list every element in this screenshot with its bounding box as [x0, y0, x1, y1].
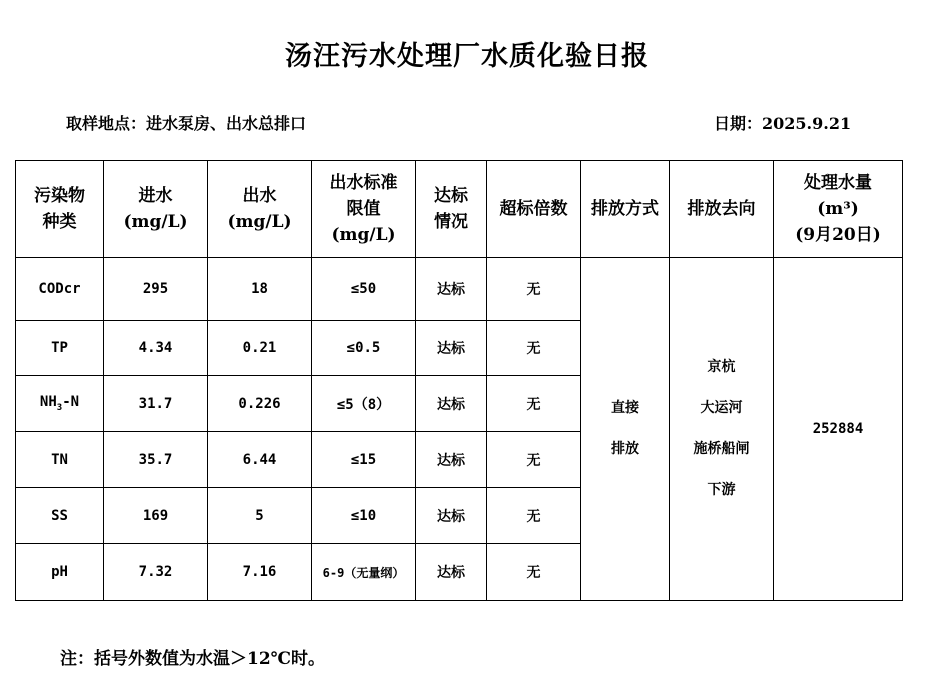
- influent-cell: 7.32: [104, 544, 208, 601]
- volume-cell: 252884: [774, 258, 903, 601]
- footnote: 注：括号外数值为水温＞12℃时。: [60, 649, 326, 669]
- pollutant-cell: pH: [16, 544, 104, 601]
- limit-cell: ≤50: [312, 258, 416, 321]
- header-discharge-destination: 排放去向: [670, 161, 774, 258]
- exceed-cell: 无: [487, 321, 581, 376]
- compliance-cell: 达标: [416, 488, 487, 544]
- pollutant-cell: SS: [16, 488, 104, 544]
- header-effluent: 出水 (mg/L): [208, 161, 312, 258]
- header-compliance: 达标 情况: [416, 161, 487, 258]
- header-influent: 进水 (mg/L): [104, 161, 208, 258]
- influent-cell: 295: [104, 258, 208, 321]
- pollutant-cell: CODcr: [16, 258, 104, 321]
- compliance-cell: 达标: [416, 321, 487, 376]
- exceed-cell: 无: [487, 488, 581, 544]
- sampling-location: 取样地点：进水泵房、出水总排口: [66, 114, 307, 133]
- exceed-cell: 无: [487, 376, 581, 432]
- influent-cell: 31.7: [104, 376, 208, 432]
- date-label: 日期：: [714, 114, 763, 133]
- effluent-cell: 18: [208, 258, 312, 321]
- limit-cell: ≤15: [312, 432, 416, 488]
- effluent-cell: 5: [208, 488, 312, 544]
- compliance-cell: 达标: [416, 376, 487, 432]
- report-date: [714, 111, 851, 134]
- discharge-method-cell: 直接 排放: [581, 258, 670, 601]
- report-title: 汤汪污水处理厂水质化验日报: [285, 41, 649, 72]
- influent-cell: 169: [104, 488, 208, 544]
- compliance-cell: 达标: [416, 258, 487, 321]
- header-row: [16, 161, 903, 258]
- pollutant-cell: TN: [16, 432, 104, 488]
- header-discharge-method: 排放方式: [581, 161, 670, 258]
- date-value: 2025.9.21: [762, 114, 852, 133]
- effluent-cell: 0.226: [208, 376, 312, 432]
- compliance-cell: 达标: [416, 432, 487, 488]
- effluent-cell: 7.16: [208, 544, 312, 601]
- limit-cell: ≤5（8）: [312, 376, 416, 432]
- pollutant-cell: $NH_3-N$: [16, 376, 104, 432]
- exceed-cell: 无: [487, 258, 581, 321]
- limit-cell: ≤0.5: [312, 321, 416, 376]
- water-quality-table: [15, 160, 903, 601]
- influent-cell: 4.34: [104, 321, 208, 376]
- effluent-cell: 6.44: [208, 432, 312, 488]
- compliance-cell: 达标: [416, 544, 487, 601]
- pollutant-cell: TP: [16, 321, 104, 376]
- limit-cell: ≤10: [312, 488, 416, 544]
- limit-cell: 6-9（无量纲）: [312, 544, 416, 601]
- effluent-cell: 0.21: [208, 321, 312, 376]
- discharge-destination-cell: 京杭 大运河 施桥船闸 下游: [670, 258, 774, 601]
- header-volume: 处理水量 (m³) (9月20日): [774, 161, 903, 258]
- exceed-cell: 无: [487, 544, 581, 601]
- table-row: [16, 258, 903, 321]
- header-exceed: 超标倍数: [487, 161, 581, 258]
- header-pollutant: 污染物 种类: [16, 161, 104, 258]
- influent-cell: 35.7: [104, 432, 208, 488]
- header-limit: 出水标准 限值 (mg/L): [312, 161, 416, 258]
- exceed-cell: 无: [487, 432, 581, 488]
